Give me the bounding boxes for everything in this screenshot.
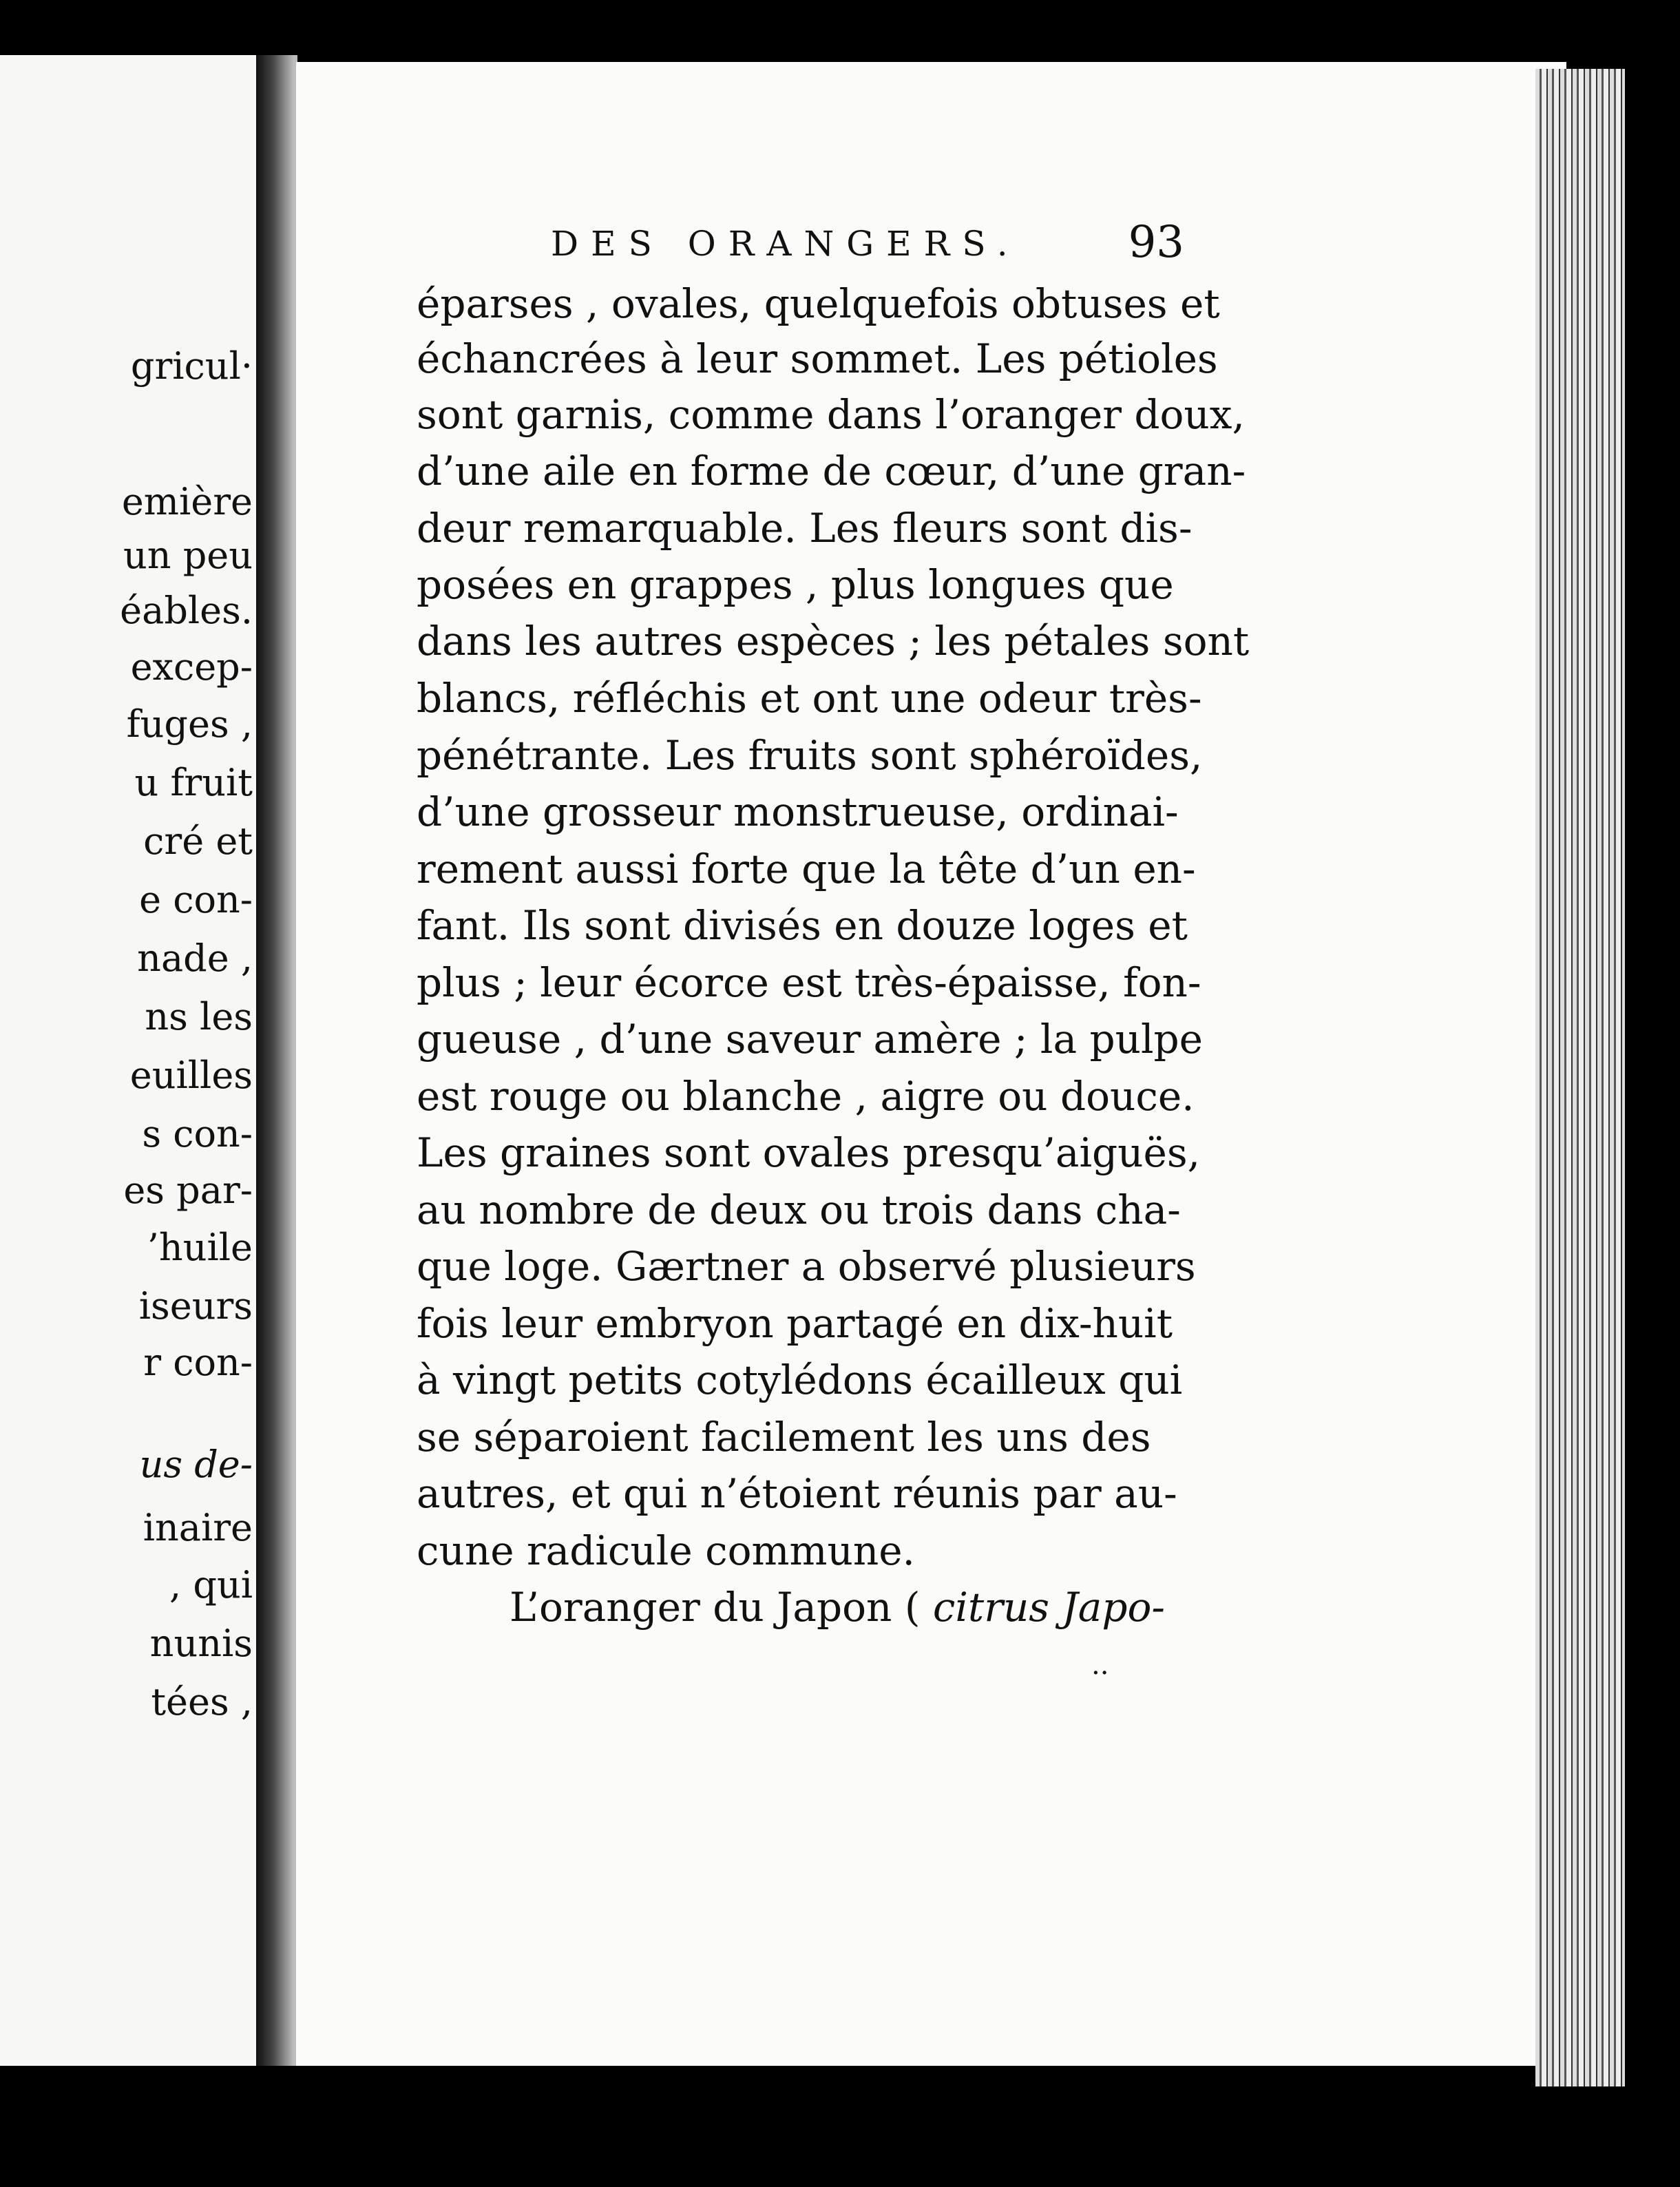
- text-line: cune radicule commune.: [417, 1527, 915, 1574]
- running-head: [551, 217, 1184, 272]
- text-line: dans les autres espèces ; les pétales sont: [417, 618, 1250, 665]
- text-line: que loge. Gærtner a observé plusieurs: [417, 1243, 1196, 1290]
- text-line: échancrées à leur sommet. Les pétioles: [417, 335, 1218, 382]
- text-line: blancs, réfléchis et ont une odeur très-: [417, 675, 1202, 722]
- text-line: au nombre de deux ou trois dans cha-: [417, 1186, 1181, 1233]
- left-text-line: nunis: [149, 1622, 253, 1665]
- left-text-line: emière: [121, 480, 253, 523]
- left-text-line: iseurs: [138, 1284, 253, 1328]
- left-text-line: cré et: [143, 819, 253, 863]
- text-line: fois leur embryon partagé en dix-huit: [417, 1300, 1173, 1347]
- left-page-fragment: [0, 55, 262, 2066]
- left-text-line: fuges ,: [126, 702, 253, 746]
- text-line: Les graines sont ovales presqu’aiguës,: [417, 1129, 1201, 1176]
- left-text-line: gricul·: [130, 344, 253, 388]
- text-line: pénétrante. Les fruits sont sphéroïdes,: [417, 732, 1203, 779]
- left-text-line: un peu: [123, 534, 253, 577]
- left-text-line: s con-: [142, 1112, 253, 1155]
- text-line: se séparoient facilement les uns des: [417, 1414, 1151, 1461]
- text-line: éparses , ovales, quelquefois obtuses et: [417, 280, 1220, 327]
- left-text-line: inaire: [143, 1506, 253, 1549]
- page-number: 93: [1128, 217, 1184, 268]
- left-text-line: r con-: [143, 1341, 253, 1384]
- left-text-line: éables.: [120, 589, 253, 632]
- left-text-line: e con-: [139, 878, 253, 921]
- left-text-line: nade ,: [137, 936, 253, 980]
- text-line: à vingt petits cotylédons écailleux qui: [417, 1357, 1183, 1403]
- text-line: d’une grosseur monstrueuse, ordinai-: [417, 788, 1179, 835]
- text-line: plus ; leur écorce est très-épaisse, fon-: [417, 959, 1201, 1006]
- left-text-line: euilles: [129, 1054, 253, 1097]
- text-line: est rouge ou blanche , aigre ou douce.: [417, 1073, 1195, 1120]
- signature-mark: ..: [1091, 1649, 1109, 1681]
- left-text-line: ns les: [145, 995, 253, 1038]
- text-line: autres, et qui n’étoient réunis par au-: [417, 1470, 1177, 1517]
- line-italic-text: citrus Japo-: [932, 1584, 1165, 1631]
- left-text-line: u fruit: [134, 761, 253, 804]
- left-text-line: us de-: [139, 1443, 253, 1486]
- text-line: sont garnis, comme dans l’oranger doux,: [417, 391, 1245, 438]
- text-line: d’une aile en forme de cœur, d’une gran-: [417, 448, 1246, 494]
- left-text-line: es par-: [123, 1169, 253, 1212]
- text-line: gueuse , d’une saveur amère ; la pulpe: [417, 1016, 1203, 1063]
- running-head-title: DES ORANGERS.: [551, 224, 1020, 264]
- page-edges: [1535, 69, 1625, 2086]
- left-text-line: ’huile: [147, 1226, 253, 1269]
- book-gutter: [256, 55, 297, 2066]
- left-text-line: tées ,: [151, 1680, 253, 1724]
- text-line: posées en grappes , plus longues que: [417, 561, 1174, 608]
- left-text-line: , qui: [169, 1563, 253, 1607]
- paragraph-start-line: [510, 1584, 1165, 1631]
- text-line: deur remarquable. Les fleurs sont dis-: [417, 505, 1193, 552]
- line-roman-text: L’oranger du Japon (: [510, 1584, 933, 1631]
- text-line: rement aussi forte que la tête d’un en-: [417, 846, 1196, 892]
- text-line: fant. Ils sont divisés en douze loges et: [417, 902, 1188, 949]
- left-text-line: excep-: [130, 645, 253, 689]
